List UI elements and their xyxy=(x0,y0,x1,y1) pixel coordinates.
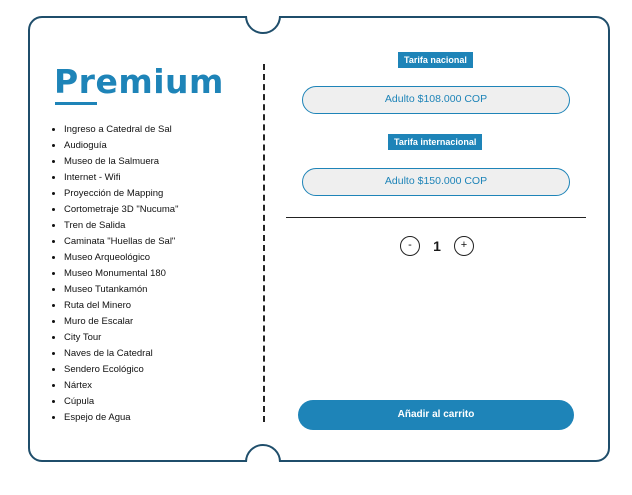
dashed-divider xyxy=(263,64,265,422)
feature-item: • Ingreso a Catedral de Sal xyxy=(64,122,178,138)
feature-item: • Ruta del Minero xyxy=(64,298,178,314)
ticket-notch-top xyxy=(245,0,281,34)
decrease-quantity-button[interactable]: - xyxy=(400,236,420,256)
feature-item: • Muro de Escalar xyxy=(64,314,178,330)
feature-item: • Museo Tutankamón xyxy=(64,282,178,298)
add-to-cart-button[interactable]: Añadir al carrito xyxy=(298,400,574,430)
feature-item: • Audioguía xyxy=(64,138,178,154)
feature-item: • Sendero Ecológico xyxy=(64,362,178,378)
ticket-card xyxy=(28,16,610,462)
national-rate-badge: Tarifa nacional xyxy=(398,52,473,68)
feature-item: • Museo de la Salmuera xyxy=(64,154,178,170)
plan-title: Premium xyxy=(54,62,224,101)
title-underline xyxy=(55,102,97,105)
feature-item: • City Tour xyxy=(64,330,178,346)
feature-item: • Museo Arqueológico xyxy=(64,250,178,266)
international-price-option[interactable]: Adulto $150.000 COP xyxy=(302,168,570,196)
international-rate-badge: Tarifa internacional xyxy=(388,134,482,150)
feature-list xyxy=(50,122,178,426)
feature-item: • Cúpula xyxy=(64,394,178,410)
feature-item: • Proyección de Mapping xyxy=(64,186,178,202)
increase-quantity-button[interactable]: + xyxy=(454,236,474,256)
feature-item: • Caminata "Huellas de Sal" xyxy=(64,234,178,250)
feature-item: • Nártex xyxy=(64,378,178,394)
national-price-option[interactable]: Adulto $108.000 COP xyxy=(302,86,570,114)
section-divider xyxy=(286,217,586,218)
feature-item: • Internet - Wifi xyxy=(64,170,178,186)
feature-item: • Cortometraje 3D "Nucuma" xyxy=(64,202,178,218)
ticket-notch-bottom xyxy=(245,444,281,480)
feature-item: • Tren de Salida xyxy=(64,218,178,234)
feature-item: • Museo Monumental 180 xyxy=(64,266,178,282)
quantity-value: 1 xyxy=(433,238,441,254)
feature-item: • Naves de la Catedral xyxy=(64,346,178,362)
feature-item: • Espejo de Agua xyxy=(64,410,178,426)
